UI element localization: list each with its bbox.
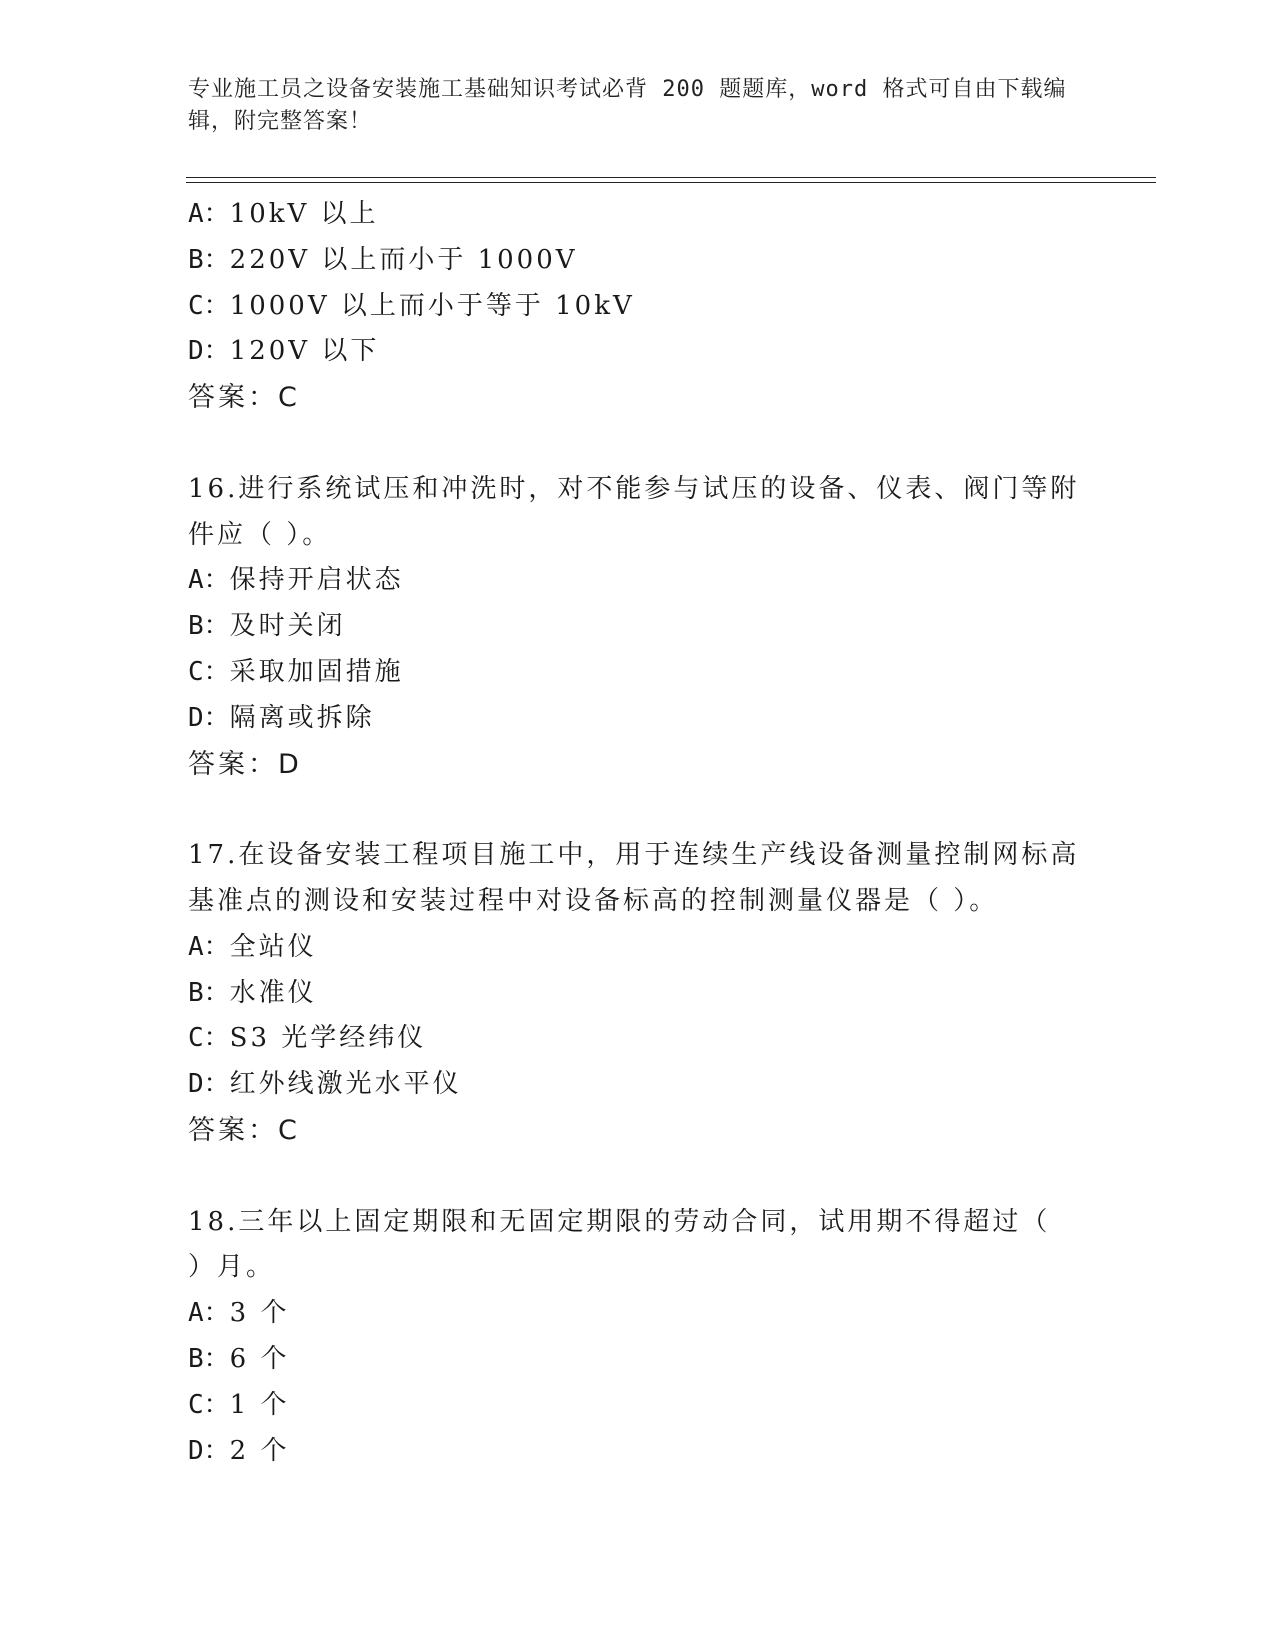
option-b: B：220V 以上而小于 1000V: [188, 244, 578, 275]
spacer: [188, 421, 1088, 467]
option-d: D：2 个: [188, 1435, 290, 1466]
option-b: B：6 个: [188, 1343, 290, 1374]
document-header: [188, 74, 1088, 138]
question-17: [188, 833, 1088, 1154]
answer: 答案：D: [188, 748, 302, 780]
option-c: C：1 个: [188, 1389, 290, 1420]
question-stem-continued: 件应（ ）。: [188, 519, 332, 550]
spacer: [188, 787, 1088, 833]
spacer: [188, 1154, 1088, 1200]
question-list: [188, 192, 1088, 1474]
header-rule-bottom: [186, 182, 1156, 183]
option-d: D：隔离或拆除: [188, 702, 375, 733]
option-a: A：10kV 以上: [188, 199, 379, 229]
question-15: [188, 192, 1088, 421]
option-c: C：1000V 以上而小于等于 10kV: [188, 290, 635, 321]
header-rule-top: [186, 177, 1156, 178]
question-stem: 16.进行系统试压和冲洗时，对不能参与试压的设备、仪表、阀门等附: [188, 473, 1080, 504]
option-c: C：采取加固措施: [188, 656, 404, 687]
option-c: C：S3 光学经纬仪: [188, 1023, 427, 1054]
question-stem: 17.在设备安装工程项目施工中，用于连续生产线设备测量控制网标高: [188, 840, 1080, 871]
question-stem-continued: 基准点的测设和安装过程中对设备标高的控制测量仪器是（ ）。: [188, 885, 999, 916]
option-a: A：全站仪: [188, 931, 317, 962]
option-b: B：及时关闭: [188, 611, 346, 642]
question-stem: 18.三年以上固定期限和无固定期限的劳动合同，试用期不得超过（: [188, 1206, 1051, 1237]
option-d: D：红外线激光水平仪: [188, 1069, 462, 1100]
header-title: 专业施工员之设备安装施工基础知识考试必背 200 题题库，word 格式可自由下载编辑，附完整答案！: [188, 77, 1067, 134]
option-a: A：3 个: [188, 1298, 290, 1329]
answer: 答案：C: [188, 382, 300, 414]
question-18: [188, 1200, 1088, 1475]
option-a: A：保持开启状态: [188, 565, 404, 596]
option-d: D：120V 以下: [188, 336, 380, 367]
question-16: [188, 467, 1088, 788]
answer: 答案：C: [188, 1114, 300, 1146]
option-b: B：水准仪: [188, 977, 317, 1008]
question-stem-continued: ）月。: [188, 1252, 276, 1283]
